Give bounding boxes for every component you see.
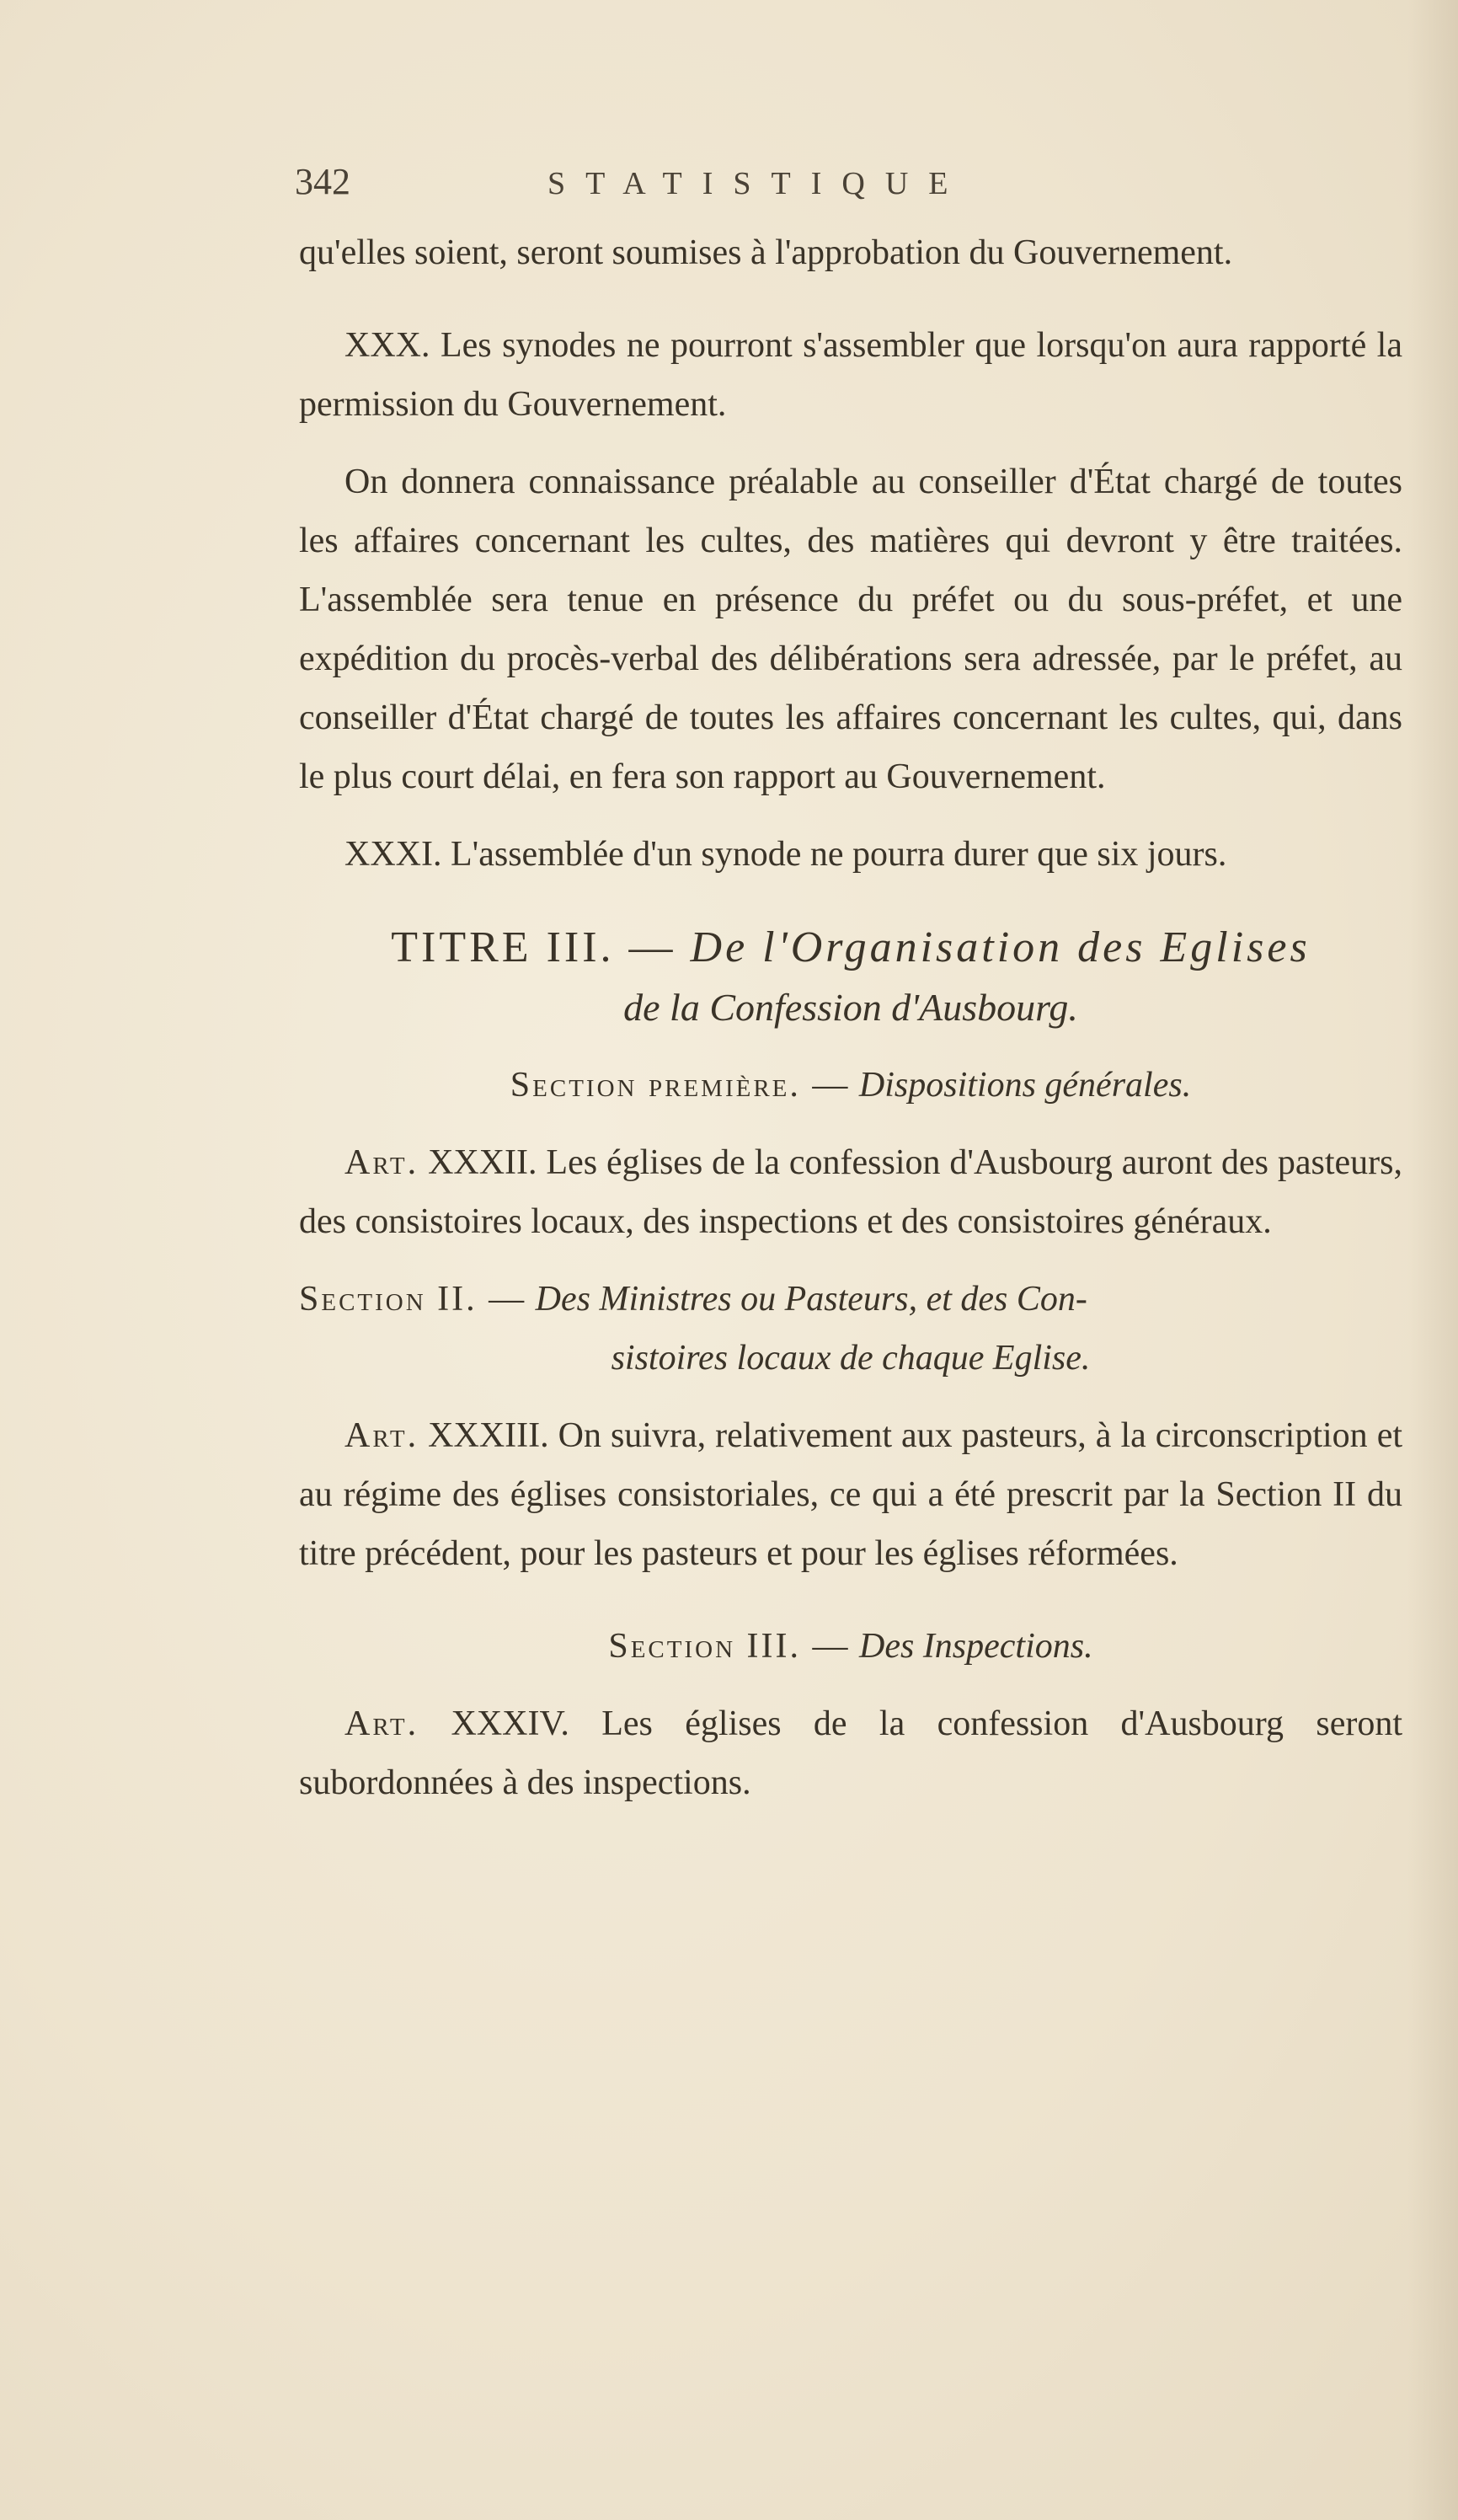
titre-subject-line1: De l'Organisation des Eglises — [690, 923, 1311, 971]
article-xxxiii — [299, 1406, 1402, 1583]
article-label: Art. — [344, 1143, 419, 1182]
section-iii-subject: Des Inspections. — [859, 1627, 1093, 1666]
section-ii-label: Section II. — — [299, 1280, 527, 1319]
section-premiere-heading — [299, 1056, 1402, 1115]
section-premiere-subject: Dispositions générales. — [858, 1066, 1192, 1105]
article-xxxiii-text: XXXIII. On suivra, relativement aux pasteurs, à la circonscription et au régime des églises consistoriales, ce qui a été prescrit par la Section II du titre précédent, pour les pasteurs et pour les églises réformées. — [299, 1416, 1403, 1573]
page-number: 342 — [295, 161, 350, 202]
article-xxxiv-text: XXXIV. Les églises de la confession d'Ausbourg seront subordonnées à des inspections. — [299, 1704, 1403, 1802]
article-xxxi: XXXI. L'assemblée d'un synode ne pourra durer que six jours. — [344, 835, 1227, 874]
section-premiere-label: Section première. — — [510, 1066, 851, 1105]
paragraph-synod-procedure: On donnera connaissance préalable au conseiller d'État chargé de toutes les affaires concernant les cultes, des matières qui devront y être traitées. L'assemblée sera tenue en présence du préfet ou du sous-préfet, et une expédition du procès-verbal des délibérations sera adressée, par le préfet, au conseiller d'État chargé de toutes les affaires concernant les cultes, qui, dans le plus court délai, en fera son rapport au Gouvernement. — [299, 463, 1402, 796]
paragraph-continuation: qu'elles soient, seront soumises à l'approbation du Gouvernement. — [299, 233, 1233, 272]
article-label: Art. — [344, 1416, 419, 1455]
running-title: STATISTIQUE — [547, 166, 969, 201]
article-xxxiv — [299, 1694, 1402, 1812]
article-xxxii — [299, 1133, 1402, 1251]
titre-label: TITRE III. — — [391, 923, 676, 971]
article-label: Art. — [344, 1704, 419, 1743]
section-ii-heading — [299, 1270, 1402, 1329]
section-iii-heading — [299, 1617, 1402, 1676]
titre-subject-line2: de la Confession d'Ausbourg. — [623, 986, 1078, 1029]
section-iii-label: Section III. — — [608, 1627, 851, 1666]
article-xxx: XXX. Les synodes ne pourront s'assembler que lorsqu'on aura rapporté la permission du Gouvernement. — [299, 326, 1402, 424]
titre-heading — [299, 918, 1402, 978]
section-ii-subject-line2: sistoires locaux de chaque Eglise. — [611, 1339, 1091, 1378]
page-body — [299, 223, 1402, 1812]
page-gutter-shadow — [1407, 0, 1458, 2520]
article-xxxii-text: XXXII. Les églises de la confession d'Ausbourg auront des pasteurs, des consistoires locaux, des inspections et des consistoires généraux. — [299, 1143, 1403, 1241]
section-ii-subject-line1: Des Ministres ou Pasteurs, et des Con- — [535, 1280, 1087, 1319]
